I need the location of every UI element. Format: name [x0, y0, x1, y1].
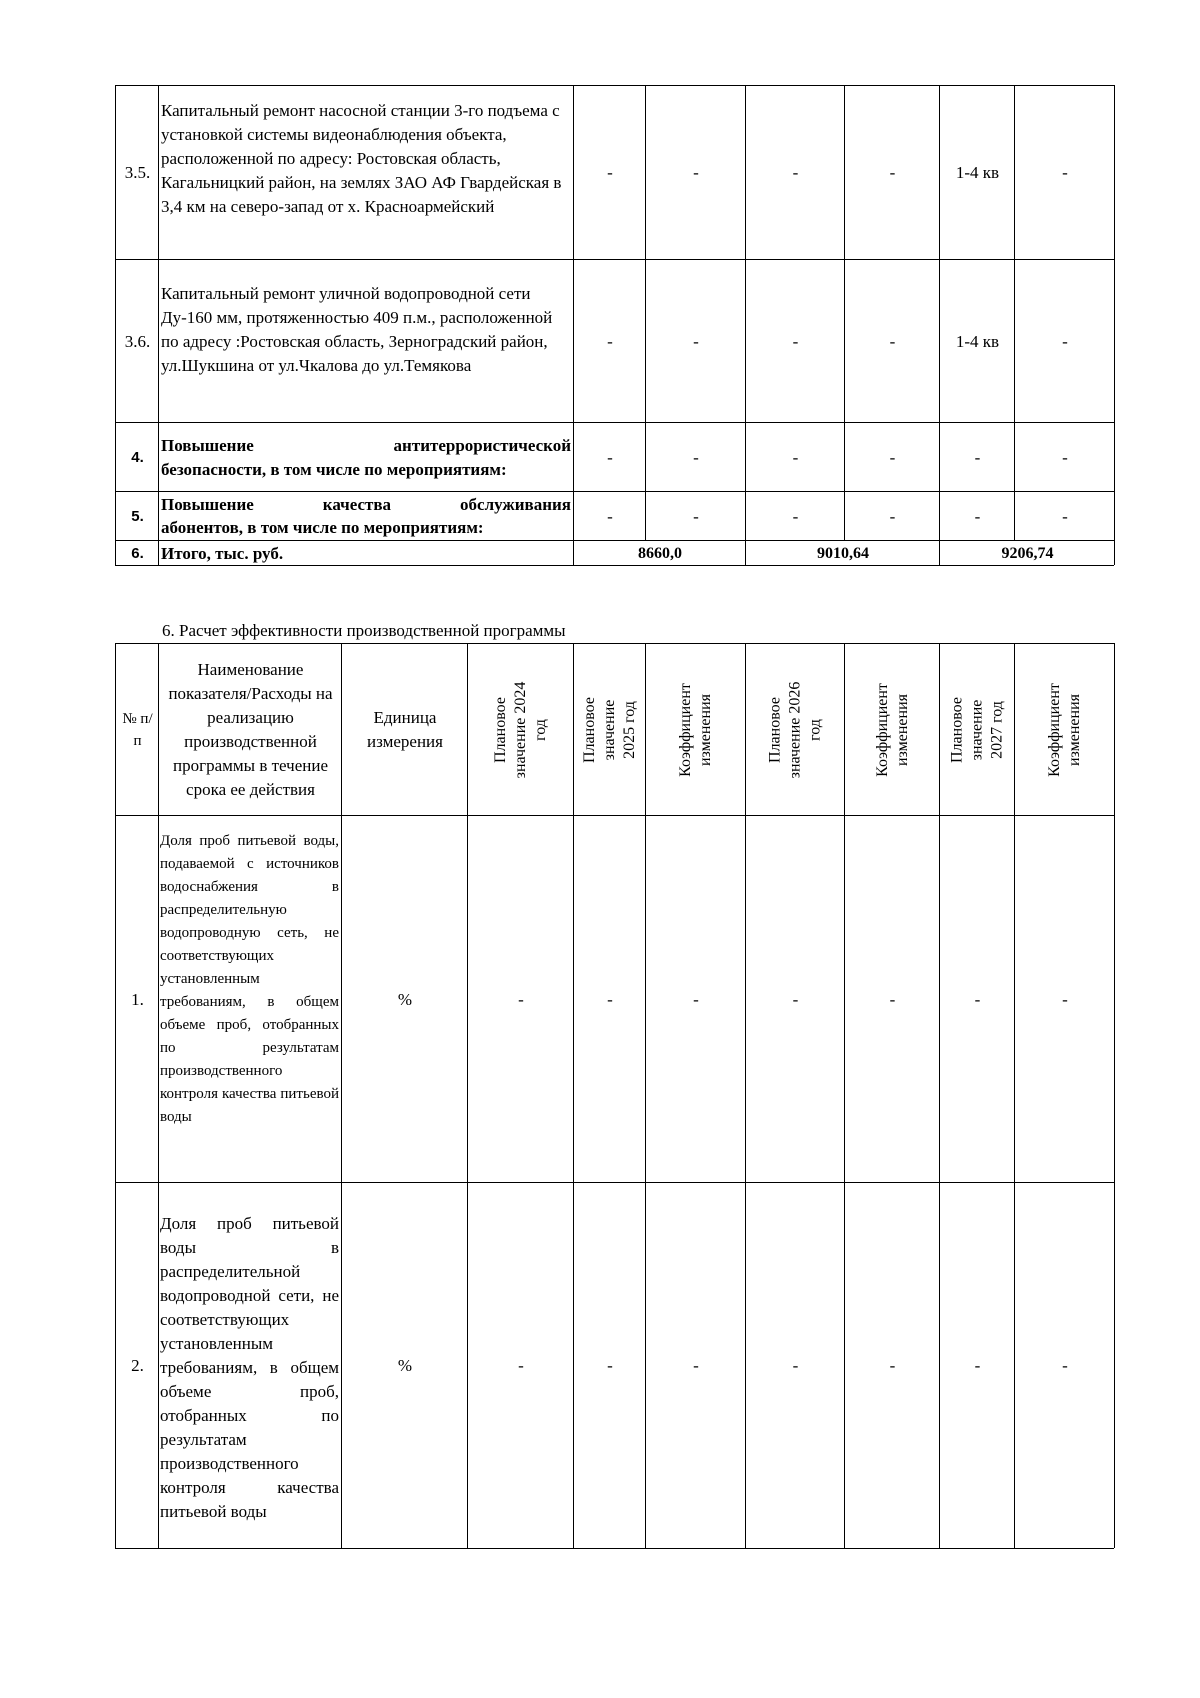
value-cell: -	[518, 989, 524, 1009]
table-border	[115, 1182, 1114, 1183]
header-unit: Единица измерения	[367, 708, 443, 751]
table-border	[115, 643, 116, 1548]
table-border	[745, 643, 746, 1548]
value-cell: -	[1062, 447, 1068, 467]
table-border	[645, 643, 646, 1548]
value-cell: -	[889, 506, 896, 526]
value-cell: -	[1062, 989, 1068, 1009]
row-number: 3.6.	[124, 331, 151, 351]
value-cell: -	[889, 447, 896, 467]
value-cell: -	[607, 331, 613, 351]
table-border	[939, 643, 940, 1548]
row-number: 5.	[131, 507, 144, 525]
row-number: 4.	[131, 448, 144, 466]
table-border	[115, 491, 1114, 492]
value-cell: -	[792, 506, 799, 526]
value-cell: -	[792, 447, 799, 467]
total-2025: 9010,64	[817, 544, 869, 562]
row-unit: %	[397, 1356, 413, 1375]
value-cell: -	[974, 1356, 981, 1375]
header-plan-2025: Плановое значение 2025 год	[581, 697, 638, 763]
table-border	[573, 643, 574, 1548]
table-border	[1114, 85, 1115, 565]
table-border	[115, 85, 1114, 86]
table-border	[115, 643, 1114, 644]
value-cell: -	[974, 506, 981, 526]
row-number: 1.	[131, 989, 144, 1009]
row-name: Капитальный ремонт насосной станции 3-го подъема с установкой системы видеонаблюдения объекта, расположенной по адресу: Ростовская область, Кагальницкий район, на землях ЗАО АФ Гвардейская в 3,4 км на северо-запад от х. Красноармейский	[161, 101, 562, 216]
header-num: № п/п	[122, 711, 153, 749]
table-border	[115, 540, 1114, 541]
header-coef-1: Коэффициент изменения	[677, 683, 714, 777]
table-border	[158, 643, 159, 1548]
row-name-line2: безопасности, в том числе по мероприятиям:	[161, 460, 507, 479]
row-number: 3.5.	[124, 163, 151, 182]
value-cell: -	[693, 506, 699, 526]
row-name: Капитальный ремонт уличной водопроводной сети Ду-160 мм, протяженностью 409 п.м., расположенной по адресу :Ростовская область, Зерноградский район, ул.Шукшина от ул.Чкалова до ул.Темякова	[161, 284, 553, 375]
value-cell: 1-4 кв	[955, 331, 1000, 351]
value-cell: -	[693, 1356, 699, 1375]
table-border	[573, 85, 574, 565]
header-plan-2026: Плановое значение 2026 год	[766, 681, 824, 779]
value-cell: -	[518, 1356, 524, 1375]
table-border	[844, 85, 845, 540]
value-cell: -	[889, 163, 896, 182]
table-border	[115, 1548, 1114, 1549]
table-border	[645, 85, 646, 540]
value-cell: -	[792, 331, 799, 351]
header-plan-2027: Плановое значение 2027 год	[948, 697, 1006, 763]
value-cell: -	[974, 447, 981, 467]
table-border	[1114, 643, 1115, 1548]
value-cell: -	[693, 163, 699, 182]
total-row-number: 6.	[131, 544, 144, 562]
value-cell: -	[1062, 506, 1068, 526]
row-name-line1: Повышение антитеррористической	[161, 436, 571, 455]
table-border	[341, 643, 342, 1548]
value-cell: -	[607, 1356, 613, 1375]
table-border	[115, 565, 1114, 566]
table-border	[115, 422, 1114, 423]
row-number: 2.	[131, 1356, 144, 1375]
header-plan-2024: Плановое значение 2024 год	[492, 681, 549, 779]
section-title: 6. Расчет эффективности производственной программы	[162, 621, 566, 640]
total-2024: 8660,0	[638, 544, 682, 562]
row-name-line1: Повышение качества обслуживания	[161, 495, 571, 514]
value-cell: 1-4 кв	[955, 163, 1000, 182]
value-cell: -	[974, 989, 981, 1009]
table-border	[115, 815, 1114, 816]
table-border	[1014, 85, 1015, 540]
value-cell: -	[889, 1356, 896, 1375]
value-cell: -	[607, 989, 613, 1009]
total-label: Итого, тыс. руб.	[161, 544, 284, 563]
value-cell: -	[1062, 331, 1068, 351]
table-border	[939, 85, 940, 565]
table-border	[844, 643, 845, 1548]
header-name: Наименование показателя/Расходы на реализацию производственной программы в течение срока ее действия	[168, 660, 333, 799]
value-cell: -	[693, 989, 699, 1009]
value-cell: -	[792, 163, 799, 182]
table-border	[467, 643, 468, 1548]
table-border	[745, 85, 746, 565]
table-border	[115, 85, 116, 565]
value-cell: -	[889, 989, 896, 1009]
header-coef-2: Коэффициент изменения	[873, 683, 911, 777]
row-name: Доля проб питьевой воды в распределительной водопроводной сети, не соответствующих установленным требованиям, в общем объеме проб, отобранных по результатам производственного контроля качества питьевой воды	[160, 1214, 339, 1521]
row-name: Доля проб питьевой воды, подаваемой с источников водоснабжения в распределительную водопроводную сеть, не соответствующих установленным требованиям, в общем объеме проб, отобранных по результатам производственного контроля качества питьевой воды	[160, 833, 339, 1125]
value-cell: -	[693, 331, 699, 351]
header-coef-3: Коэффициент изменения	[1046, 683, 1083, 777]
row-name-line2: абонентов, в том числе по мероприятиям:	[161, 518, 484, 537]
value-cell: -	[1062, 1356, 1068, 1375]
row-unit: %	[397, 989, 413, 1009]
table-border	[158, 85, 159, 565]
value-cell: -	[607, 506, 613, 526]
value-cell: -	[607, 163, 613, 182]
value-cell: -	[1062, 163, 1068, 182]
table-border	[115, 259, 1114, 260]
value-cell: -	[607, 447, 613, 467]
total-2026: 9206,74	[1001, 544, 1054, 562]
value-cell: -	[693, 447, 699, 467]
table-border	[1014, 643, 1015, 1548]
value-cell: -	[792, 1356, 799, 1375]
value-cell: -	[792, 989, 799, 1009]
value-cell: -	[889, 331, 896, 351]
